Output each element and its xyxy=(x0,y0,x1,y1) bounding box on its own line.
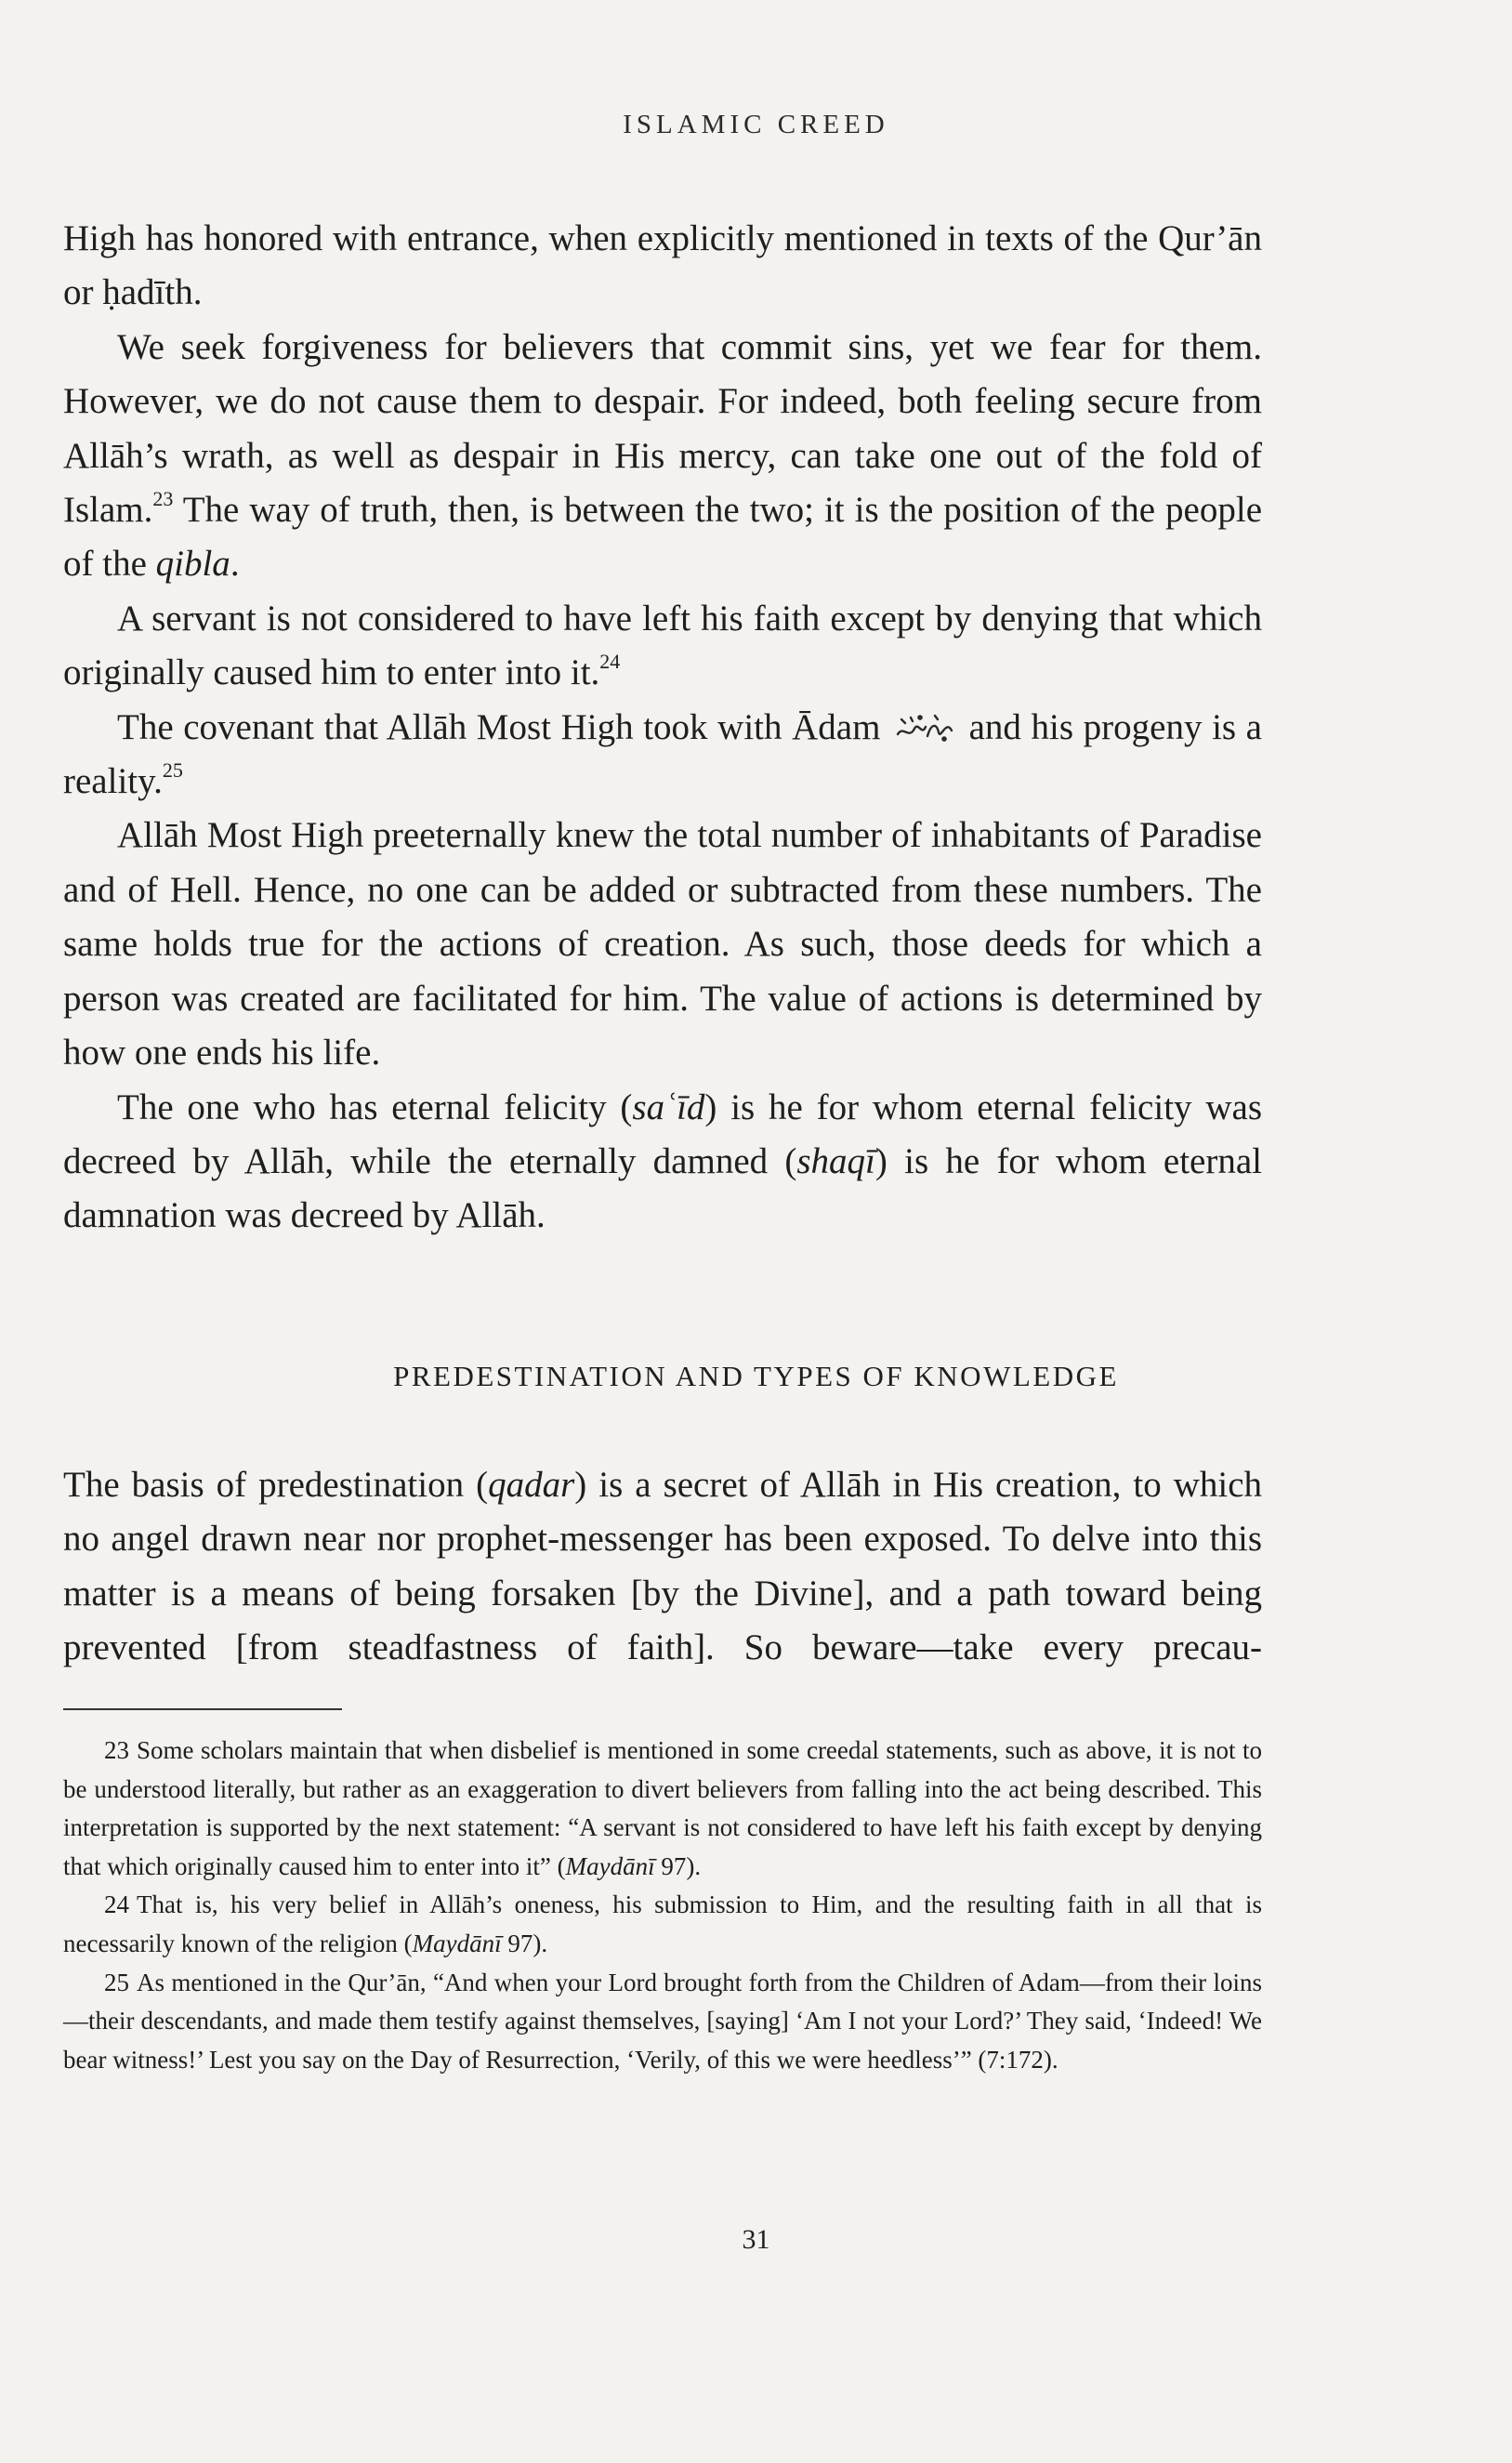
running-head: ISLAMIC CREED xyxy=(623,110,889,139)
footnote-text: That is, his very belief in Allāh’s oneness, his submission to Him, and the resulting faith in all that is necessarily known of the religion ( xyxy=(63,1890,1262,1957)
footnote-24 xyxy=(63,1886,1262,1963)
footnote-number: 24 xyxy=(104,1890,129,1919)
paragraph-text: High has honored with entrance, when explicitly mentioned in texts of the Qur’ān or ḥadīth. xyxy=(63,218,1262,313)
paragraph-text: and his progeny is a reality. xyxy=(63,706,1262,802)
footnote-text: 97). xyxy=(654,1851,702,1880)
paragraph-covenant xyxy=(63,701,1262,810)
paragraph-text: A servant is not considered to have left his faith except by denying that which originally caused him to enter into it. xyxy=(63,598,1262,693)
paragraph-text: ) is a secret of Allāh in His creation, to which no angel drawn near nor prophet-messenger has been exposed. To delve into this matter is a means of being forsaken [by the Divine], and a path toward being prevented [from steadfastness of faith]. So beware—take every precau- xyxy=(63,1465,1263,1668)
paragraph-text: The way of truth, then, is between the two; it is the position of the people of the xyxy=(63,490,1262,585)
footnote-25 xyxy=(63,1964,1262,2080)
main-text xyxy=(63,212,1262,1244)
footnote-citation: Maydānī xyxy=(565,1851,655,1880)
paragraph-servant xyxy=(63,592,1262,701)
paragraph-text: ) is he for whom eternal felicity was decreed by Allāh, while the eternally damned ( xyxy=(63,1087,1262,1181)
footnote-ref-23[interactable]: 23 xyxy=(152,487,174,511)
paragraph-text: Allāh Most High preeternally knew the total number of inhabitants of Paradise and of Hell. Hence, no one can be added or subtracted from these numbers. The same holds true for the actions of creation. As such, those deeds for which a person was created are facilitated for him. The value of actions is determined by how one ends his life. xyxy=(63,815,1262,1073)
paragraph-forgiveness xyxy=(63,321,1262,592)
footnote-23 xyxy=(63,1732,1262,1886)
footnote-text: Some scholars maintain that when disbelief is mentioned in some creedal statements, such as above, it is not to be understood literally, but rather as an exaggeration to divert believers from falling into the act being described. This interpretation is supported by the next statement: “A servant is not considered to have left his faith except by denying that which originally caused him to enter into it” ( xyxy=(63,1736,1262,1880)
paragraph-text: The one who has eternal felicity ( xyxy=(117,1087,633,1127)
footnote-divider xyxy=(63,1708,342,1710)
paragraph-continuation xyxy=(63,212,1262,321)
footnote-citation: Maydānī xyxy=(412,1929,502,1957)
italic-term: qibla xyxy=(155,544,230,585)
peace-be-upon-him-icon xyxy=(894,712,955,744)
paragraph-text: The covenant that Allāh Most High took with Ādam xyxy=(117,706,891,747)
footnote-ref-24[interactable]: 24 xyxy=(599,650,621,674)
footnote-ref-25[interactable]: 25 xyxy=(162,758,183,783)
footnote-number: 25 xyxy=(104,1968,129,1996)
page-number: 31 xyxy=(742,2224,770,2255)
italic-term: qadar xyxy=(488,1465,575,1505)
italic-term: saʿīd xyxy=(632,1087,705,1127)
italic-term: shaqī xyxy=(796,1140,875,1181)
paragraph-text: We seek forgiveness for believers that commit sins, yet we fear for them. However, we do not cause them to despair. For indeed, both feeling secure from Allāh’s wrath, as well as despair in His mercy, can take one out of the fold of Islam. xyxy=(63,326,1262,531)
paragraph-text: The basis of predestination ( xyxy=(63,1465,489,1505)
paragraph-text: . xyxy=(230,544,240,585)
paragraph-preeternal-knowledge xyxy=(63,809,1262,1080)
footnote-number: 23 xyxy=(104,1736,129,1764)
footnote-text: 97). xyxy=(501,1929,548,1957)
footnotes xyxy=(63,1732,1262,2079)
section-text xyxy=(63,1458,1262,1730)
footnote-text: As mentioned in the Qur’ān, “And when your Lord brought forth from the Children of Adam—from their loins—their descendants, and made them testify against themselves, [saying] ‘Am I not your Lord?’ They said, ‘Indeed! We bear witness!’ Lest you say on the Day of Resurrection, ‘Verily, of this we were heedless’” (7:172). xyxy=(63,1968,1262,2074)
paragraph-felicity xyxy=(63,1081,1262,1244)
paragraph-text: ) is he for whom eternal damnation was decreed by Allāh. xyxy=(63,1140,1263,1236)
section-heading: PREDESTINATION AND TYPES OF KNOWLEDGE xyxy=(393,1360,1119,1392)
paragraph-predestination xyxy=(63,1458,1262,1730)
